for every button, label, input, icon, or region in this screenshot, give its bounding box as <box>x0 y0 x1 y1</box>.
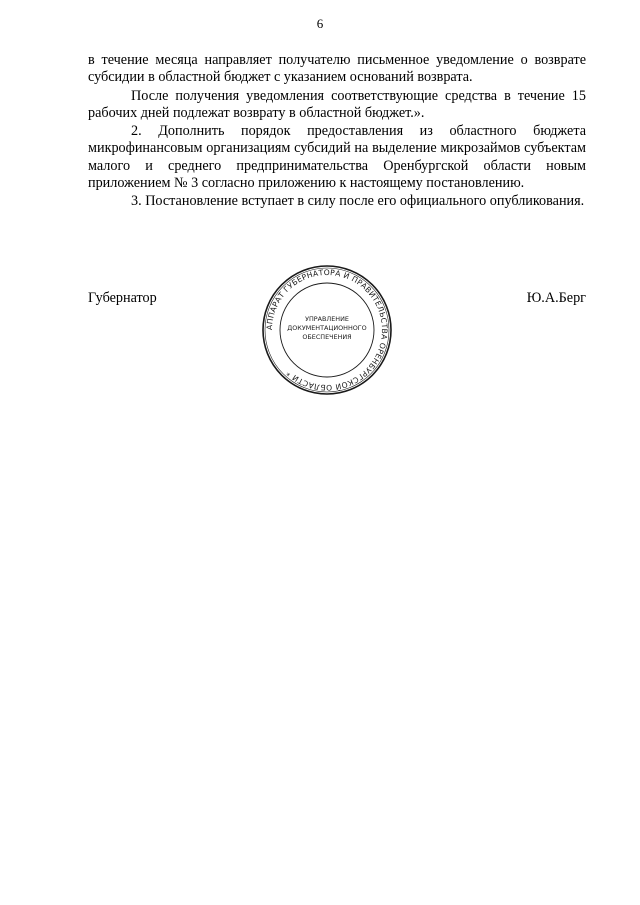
signatory-title: Губернатор <box>88 290 157 306</box>
seal-graphic <box>260 263 394 397</box>
seal-ring-textpath: АППАРАТ ГУБЕРНАТОРА И ПРАВИТЕЛЬСТВА ОРЕНБУРГСКОЙ ОБЛАСТИ * <box>264 267 390 393</box>
seal-center-line-3: ОБЕСПЕЧЕНИЯ <box>302 333 352 341</box>
document-body <box>88 52 586 211</box>
official-seal <box>260 263 394 397</box>
paragraph-1: в течение месяца направляет получателю письменное уведомление о возврате субсидии в областной бюджет с указанием оснований возврата. <box>88 52 586 86</box>
paragraph-4: 3. Постановление вступает в силу после его официального опубликования. <box>131 193 585 210</box>
signatory-name: Ю.А.Берг <box>526 290 586 306</box>
paragraph-3: 2. Дополнить порядок предоставления из областного бюджета микрофинансовым организациям субсидий на выделение микрозаймов субъектам малого и среднего предпринимательства Оренбургской области новым приложением № 3 согласно приложению к настоящему постановлению. <box>88 123 586 192</box>
seal-center-line-2: ДОКУМЕНТАЦИОННОГО <box>287 324 367 332</box>
page-number: 6 <box>316 16 324 31</box>
seal-center-line-1: УПРАВЛЕНИЕ <box>305 315 349 323</box>
paragraph-2: После получения уведомления соответствующие средства в течение 15 рабочих дней подлежат возврату в областной бюджет.». <box>88 87 586 121</box>
